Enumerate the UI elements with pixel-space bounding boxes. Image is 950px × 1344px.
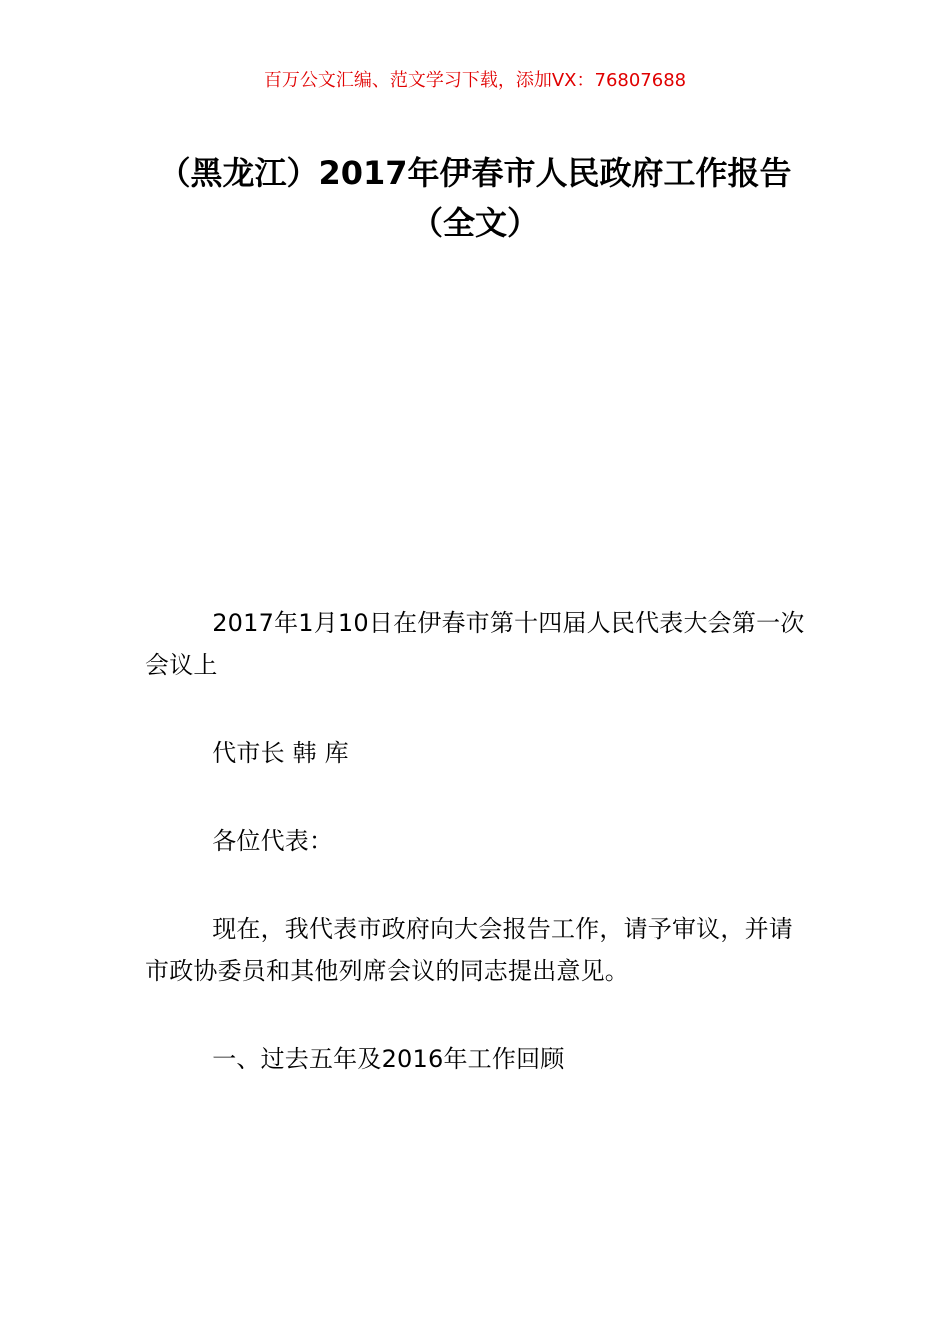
paragraph-meeting-info: 2017年1月10日在伊春市第十四届人民代表大会第一次会议上	[145, 609, 805, 679]
document-title: （黑龙江）2017年伊春市人民政府工作报告（全文）	[158, 154, 792, 242]
paragraph-speaker: 代市长 韩 库	[212, 739, 349, 767]
paragraph-salutation: 各位代表：	[212, 827, 334, 855]
paragraph-opening: 现在，我代表市政府向大会报告工作，请予审议，并请市政协委员和其他列席会议的同志提出意见。	[145, 915, 793, 985]
header-note: 百万公文汇编、范文学习下载，添加VX：76807688	[263, 70, 687, 91]
section-heading: 一、过去五年及2016年工作回顾	[212, 1045, 565, 1073]
document-body	[145, 602, 810, 1080]
